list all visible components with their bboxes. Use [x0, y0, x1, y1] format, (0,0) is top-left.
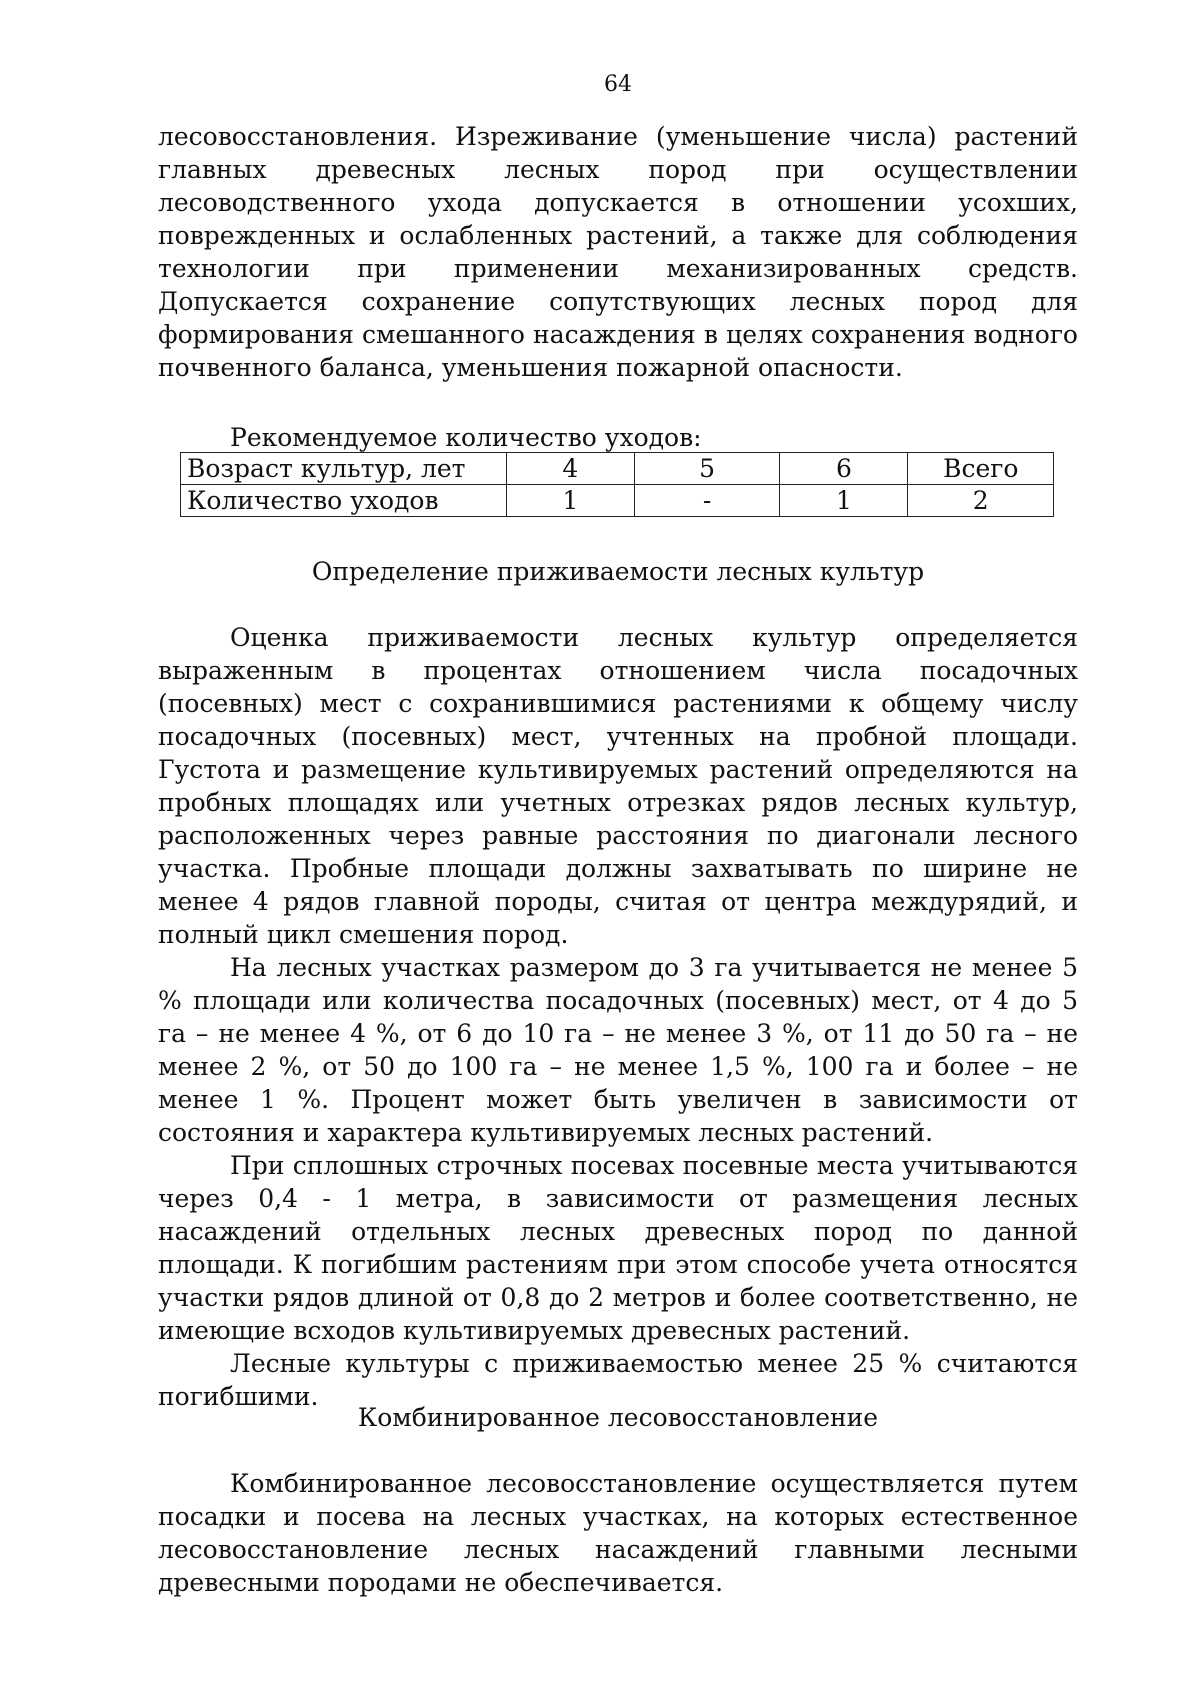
section-survival-body [158, 621, 1078, 1413]
table-cell: 6 [780, 453, 908, 485]
table-cell: 4 [506, 453, 634, 485]
table-cell: Количество уходов [181, 485, 507, 517]
paragraph: На лесных участках размером до 3 га учитывается не менее 5 % площади или количества посадочных (посевных) мест, от 4 до 5 га – не менее 4 %, от 6 до 10 га – не менее 3 %, от 11 до 50 га – не менее 2 %, от 50 до 100 га – не менее 1,5 %, 100 га и более – не менее 1 %. Процент может быть увеличен в зависимости от состояния и характера культивируемых лесных растений. [158, 953, 1078, 1147]
intro-paragraph: лесовосстановления. Изреживание (уменьшение числа) растений главных древесных лесных пород при осуществлении лесоводственного ухода допускается в отношении усохших, поврежденных и ослабленных растений, а также для соблюдения технологии при применении механизированных средств. Допускается сохранение сопутствующих лесных пород для формирования смешанного насаждения в целях сохранения водного почвенного баланса, уменьшения пожарной опасности. [158, 122, 1078, 382]
table-cell: Всего [908, 453, 1054, 485]
table-cell: - [634, 485, 780, 517]
table-cell: 1 [506, 485, 634, 517]
section-heading-combined: Комбинированное лесовосстановление [357, 1403, 879, 1432]
table-cell: 2 [908, 485, 1054, 517]
section-combined-body [158, 1467, 1078, 1599]
paragraph: Комбинированное лесовосстановление осуществляется путем посадки и посева на лесных участках, на которых естественное лесовосстановление лесных насаждений главными лесными древесными породами не обеспечивается. [158, 1469, 1078, 1597]
table-row-age [181, 453, 1054, 485]
section-heading-survival: Определение приживаемости лесных культур [311, 557, 925, 586]
paragraph: Оценка приживаемости лесных культур определяется выраженным в процентах отношением числа посадочных (посевных) мест с сохранившимися растениями к общему числу посадочных (посевных) мест, учтенных на пробной площади. Густота и размещение культивируемых растений определяются на пробных площадях или учетных отрезках рядов лесных культур, расположенных через равные расстояния по диагонали лесного участка. Пробные площади должны захватывать по ширине не менее 4 рядов главной породы, считая от центра междурядий, и полный цикл смешения пород. [158, 623, 1078, 949]
paragraph: При сплошных строчных посевах посевные места учитываются через 0,4 - 1 метра, в зависимости от размещения лесных насаждений отдельных лесных древесных пород по данной площади. К погибшим растениям при этом способе учета относятся участки рядов длиной от 0,8 до 2 метров и более соответственно, не имеющие всходов культивируемых древесных растений. [158, 1151, 1078, 1345]
care-count-table [180, 452, 1054, 517]
table-cell: 1 [780, 485, 908, 517]
table-caption: Рекомендуемое количество уходов: [230, 423, 702, 452]
table-row-count [181, 485, 1054, 517]
intro-paragraph-block [158, 120, 1078, 384]
page-number: 64 [604, 72, 632, 97]
table-cell: Возраст культур, лет [181, 453, 507, 485]
paragraph: Лесные культуры с приживаемостью менее 25 % считаются погибшими. [158, 1349, 1078, 1411]
table-cell: 5 [634, 453, 780, 485]
